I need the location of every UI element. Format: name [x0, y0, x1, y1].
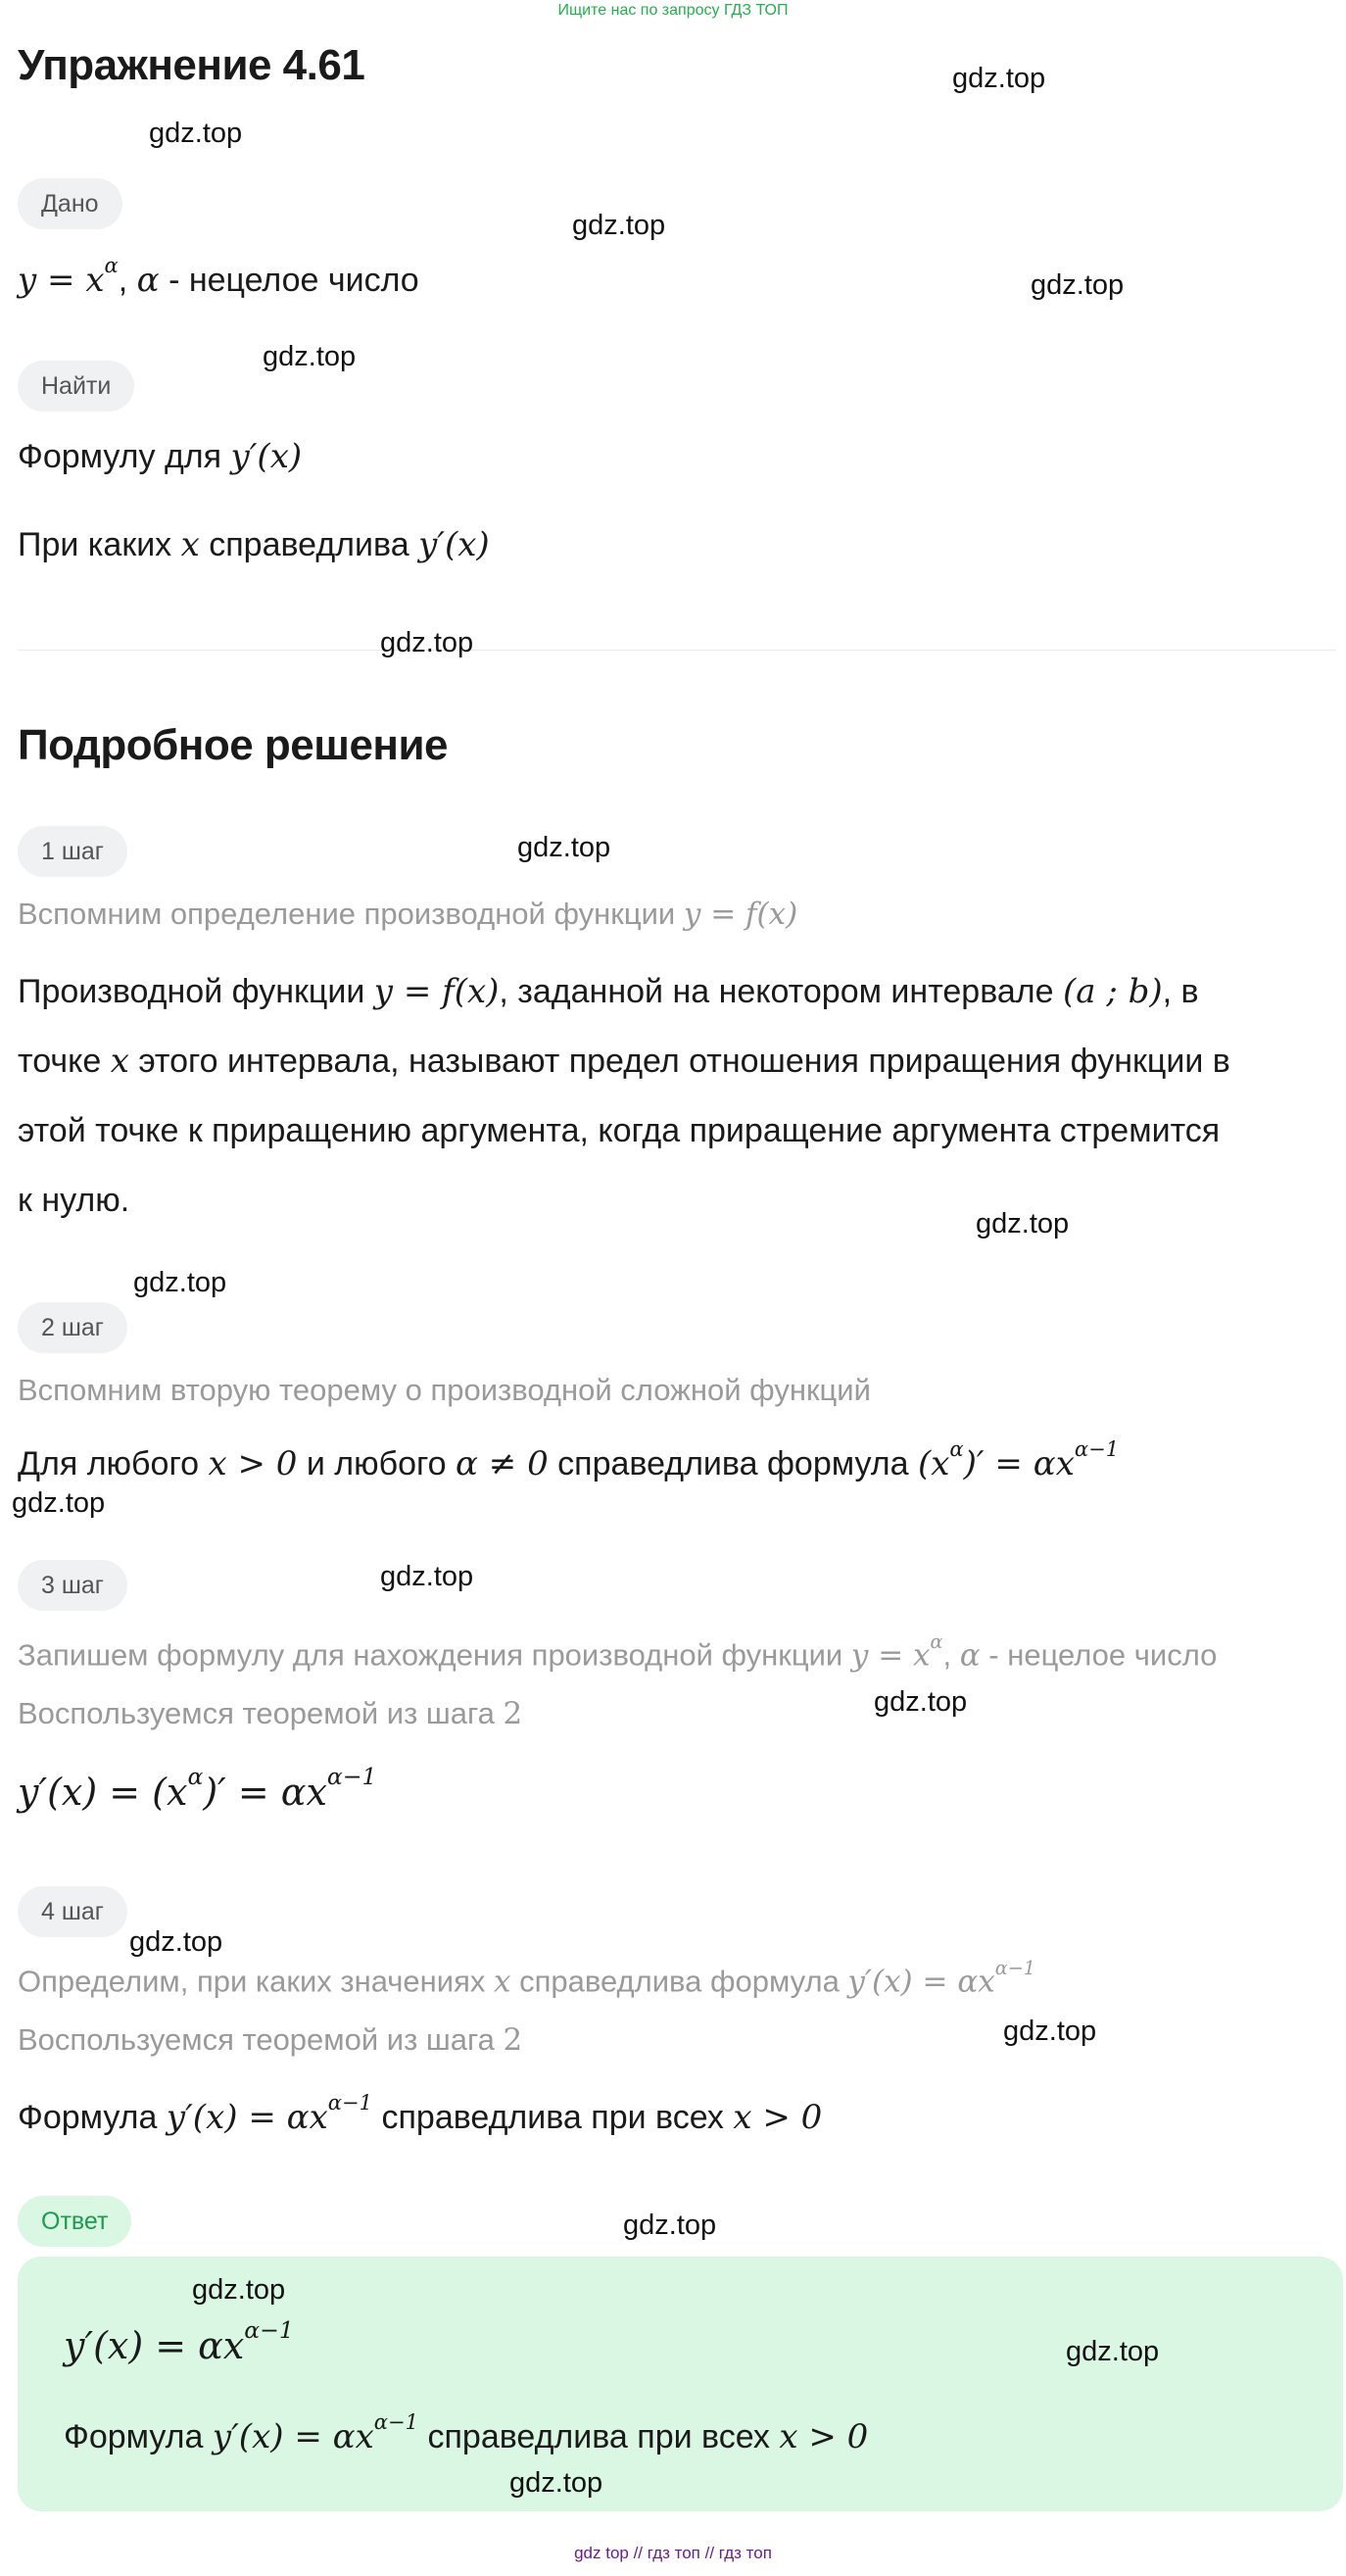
step-4-t1: Формула [18, 2098, 167, 2136]
watermark: gdz.top [1003, 2016, 1097, 2047]
watermark: gdz.top [1066, 2336, 1160, 2367]
step-4-badge: 4 шаг [18, 1886, 127, 1937]
find-item-2-text1: При каких [18, 526, 181, 563]
given-badge: Дано [18, 178, 122, 229]
watermark: gdz.top [133, 1267, 227, 1298]
step-3-hint-2 [18, 1696, 522, 1731]
find-item-2-math: y′(x) [418, 525, 490, 564]
watermark: gdz.top [149, 118, 243, 149]
watermark: gdz.top [380, 1561, 474, 1592]
step-1-p1: Производной функции [18, 973, 374, 1010]
step-3-hint-2-text: Воспользуемся теоремой из шага [18, 1696, 504, 1730]
find-item-2 [18, 525, 490, 564]
answer-formula [64, 2316, 294, 2368]
step-1-line-1 [18, 957, 1346, 1027]
step-2-f-open: (x [917, 1443, 950, 1483]
step-4-t2: справедлива при всех [372, 2098, 734, 2136]
step-4-hint-1-exp: α−1 [994, 1957, 1036, 1979]
step-1-l2b: этого интервала, называют предел отношения приращения функции в [128, 1043, 1230, 1080]
step-1-line-2 [18, 1027, 1346, 1096]
step-2-t3: справедлива формула [548, 1444, 918, 1482]
step-2-t2: и любого [297, 1444, 457, 1482]
step-3-f-mid: )′ = αx [203, 1771, 327, 1815]
step-4-hint-1 [18, 1957, 1035, 1999]
step-4-hint-1-math: y′(x) = αx [847, 1964, 995, 2000]
step-3-hint-1-sep: , [942, 1637, 960, 1673]
step-3-hint-1-exp: α [930, 1630, 943, 1653]
given-y: y [18, 260, 37, 300]
answer-t1: Формула [64, 2417, 213, 2455]
answer-badge: Ответ [18, 2196, 131, 2247]
step-3-hint-1 [18, 1630, 1217, 1673]
step-2-f-close: )′ = αx [963, 1443, 1075, 1483]
given-sep: , [118, 261, 137, 299]
answer-f1-exp: α−1 [244, 2316, 294, 2344]
watermark: gdz.top [263, 341, 357, 372]
step-3-hint-1-suffix: - нецелое число [980, 1637, 1218, 1673]
step-4-hint-2 [18, 2022, 522, 2058]
watermark: gdz.top [623, 2210, 717, 2241]
step-3-badge: 3 шаг [18, 1560, 127, 1611]
step-1-p2-math: (a ; b) [1062, 972, 1163, 1011]
step-1-definition [18, 957, 1346, 1236]
find-item-1-text: Формулу для [18, 438, 231, 475]
solution-heading: Подробное решение [18, 721, 449, 769]
answer-f1: y′(x) = αx [64, 2324, 245, 2368]
step-1-l2-var: x [110, 1042, 129, 1081]
step-1-line-3: этой точке к приращению аргумента, когда приращение аргумента стремится [18, 1112, 1221, 1149]
watermark: gdz.top [572, 210, 666, 241]
step-1-l2a: точке [18, 1043, 111, 1080]
answer-m1-exp: α−1 [373, 2409, 419, 2434]
answer-m2: x > 0 [779, 2416, 869, 2456]
answer-m1: y′(x) = αx [212, 2416, 374, 2456]
step-2-m2: α ≠ 0 [456, 1443, 549, 1483]
watermark: gdz.top [976, 1208, 1070, 1239]
step-1-p2: , заданной на некотором интервале [499, 973, 1063, 1010]
watermark: gdz.top [192, 2274, 286, 2306]
given-exp: α [104, 253, 119, 277]
given-suffix: - нецелое число [159, 261, 419, 299]
step-2-badge: 2 шаг [18, 1302, 127, 1353]
given-statement [18, 253, 419, 300]
step-4-hint-1-text1: Определим, при каких значениях [18, 1964, 494, 1999]
step-4-conclusion [18, 2090, 822, 2137]
given-base: x [85, 260, 105, 300]
find-item-1-math: y′(x) [230, 437, 303, 476]
step-4-hint-2-text: Воспользуемся теоремой из шага [18, 2022, 504, 2057]
watermark: gdz.top [129, 1926, 223, 1958]
watermark: gdz.top [874, 1686, 968, 1718]
step-2-f-exp: α [949, 1436, 964, 1461]
step-2-m1: x > 0 [208, 1443, 298, 1483]
step-3-hint-1-text: Запишем формулу для нахождения производной функции [18, 1637, 851, 1673]
answer-t2: справедлива при всех [418, 2417, 780, 2455]
step-1-badge: 1 шаг [18, 826, 127, 877]
promo-banner[interactable]: Ищите нас по запросу ГДЗ ТОП [557, 2, 789, 19]
step-3-f-lhs: y′(x) = (x [18, 1771, 188, 1815]
step-2-statement [18, 1436, 1119, 1483]
step-1-p3: , в [1162, 973, 1199, 1010]
step-3-hint-2-num: 2 [503, 1696, 523, 1731]
step-3-formula [18, 1763, 377, 1815]
watermark: gdz.top [509, 2467, 603, 2499]
find-item-1 [18, 437, 302, 476]
step-3-f-exp2: α−1 [326, 1763, 377, 1790]
watermark: gdz.top [380, 627, 474, 658]
step-1-hint-text: Вспомним определение производной функции [18, 897, 684, 931]
step-3-hint-1-math: y = x [850, 1637, 931, 1674]
step-1-line-4: к нулю. [18, 1182, 130, 1219]
page-title: Упражнение 4.61 [18, 41, 365, 89]
section-divider [18, 650, 1336, 651]
step-4-m1: y′(x) = αx [166, 2097, 328, 2137]
answer-conclusion [64, 2409, 868, 2456]
step-2-t1: Для любого [18, 1444, 209, 1482]
given-eq: = [36, 260, 86, 300]
step-1-hint-math: y = f(x) [683, 897, 798, 932]
watermark: gdz.top [952, 63, 1046, 94]
step-4-hint-1-text2: справедлива формула [510, 1964, 848, 1999]
footer-links[interactable]: gdz top // гдз топ // гдз топ [574, 2544, 772, 2562]
step-1-p1-math: y = f(x) [373, 972, 500, 1011]
step-4-hint-2-num: 2 [503, 2022, 523, 2058]
step-1-hint [18, 897, 797, 932]
step-4-m2: x > 0 [733, 2097, 823, 2137]
step-2-hint: Вспомним вторую теорему о производной сложной функций [18, 1373, 871, 1407]
find-badge: Найти [18, 361, 134, 412]
given-alpha: α [136, 260, 160, 300]
step-4-hint-1-var: x [494, 1964, 511, 2000]
step-4-m1-exp: α−1 [327, 2090, 373, 2114]
step-3-f-exp: α [187, 1763, 204, 1790]
step-2-f-exp2: α−1 [1074, 1436, 1120, 1461]
find-item-2-text2: справедлива [199, 526, 419, 563]
find-item-2-var: x [180, 525, 200, 564]
step-3-hint-1-alpha: α [959, 1637, 981, 1674]
watermark: gdz.top [1031, 269, 1125, 301]
watermark: gdz.top [517, 832, 611, 863]
watermark: gdz.top [12, 1487, 106, 1519]
